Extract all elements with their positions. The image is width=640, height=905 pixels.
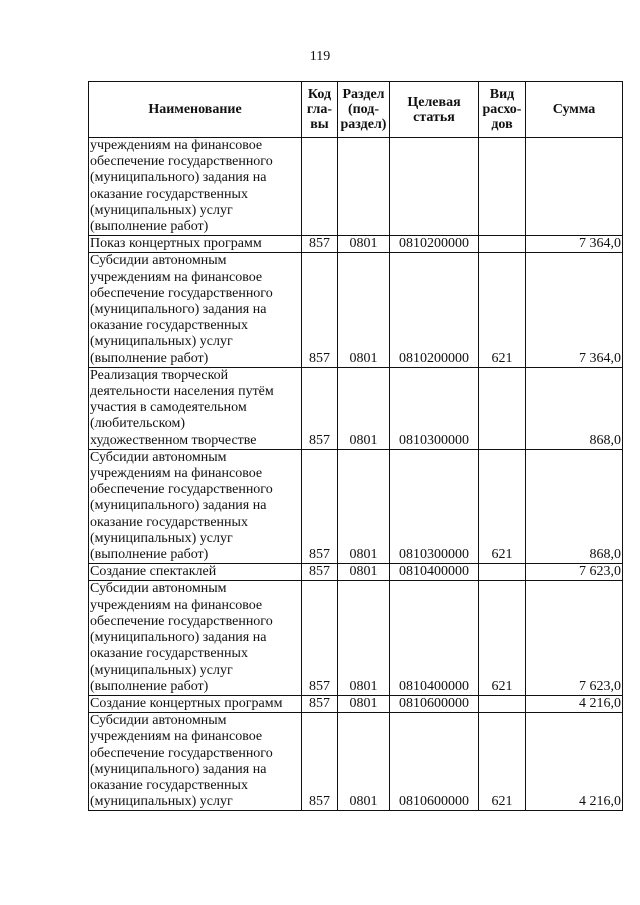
row-section: 0801 bbox=[338, 236, 390, 253]
row-sum: 7 623,0 bbox=[526, 581, 623, 695]
table-row bbox=[89, 564, 623, 581]
row-kind bbox=[479, 564, 526, 581]
row-target: 0810300000 bbox=[390, 367, 479, 449]
row-target: 0810400000 bbox=[390, 564, 479, 581]
budget-table bbox=[88, 81, 623, 811]
row-kind bbox=[479, 236, 526, 253]
row-code: 857 bbox=[302, 564, 338, 581]
row-target: 0810400000 bbox=[390, 581, 479, 695]
table-header-row bbox=[89, 82, 623, 138]
page-number: 119 bbox=[309, 49, 331, 64]
row-target: 0810200000 bbox=[390, 253, 479, 367]
header-section: Раздел (под- раздел) bbox=[338, 82, 390, 138]
header-name: Наименование bbox=[89, 82, 302, 138]
row-section: 0801 bbox=[338, 695, 390, 712]
row-section: 0801 bbox=[338, 581, 390, 695]
row-code: 857 bbox=[302, 367, 338, 449]
row-target bbox=[390, 138, 479, 236]
row-name: Реализация творческой деятельности населения путём участия в самодеятельном (любительском) художественном творчестве bbox=[89, 367, 302, 449]
row-name: Субсидии автономным учреждениям на финансовое обеспечение государственного (муниципального) задания на оказание государственных (муниципальных) услуг (выполнение работ) bbox=[89, 449, 302, 563]
row-code: 857 bbox=[302, 713, 338, 811]
row-code: 857 bbox=[302, 695, 338, 712]
table-row bbox=[89, 367, 623, 449]
header-sum: Сумма bbox=[526, 82, 623, 138]
row-section: 0801 bbox=[338, 449, 390, 563]
row-target: 0810200000 bbox=[390, 236, 479, 253]
row-name: Субсидии автономным учреждениям на финансовое обеспечение государственного (муниципального) задания на оказание государственных (муниципальных) услуг (выполнение работ) bbox=[89, 253, 302, 367]
row-kind: 621 bbox=[479, 449, 526, 563]
row-name: Субсидии автономным учреждениям на финансовое обеспечение государственного (муниципального) задания на оказание государственных (муниципальных) услуг bbox=[89, 713, 302, 811]
row-name: Субсидии автономным учреждениям на финансовое обеспечение государственного (муниципального) задания на оказание государственных (муниципальных) услуг (выполнение работ) bbox=[89, 581, 302, 695]
header-code: Код гла- вы bbox=[302, 82, 338, 138]
row-code: 857 bbox=[302, 253, 338, 367]
table-row bbox=[89, 449, 623, 563]
row-sum bbox=[526, 138, 623, 236]
row-sum: 7 364,0 bbox=[526, 253, 623, 367]
row-code bbox=[302, 138, 338, 236]
row-sum: 868,0 bbox=[526, 367, 623, 449]
row-target: 0810600000 bbox=[390, 695, 479, 712]
row-section bbox=[338, 138, 390, 236]
row-sum: 868,0 bbox=[526, 449, 623, 563]
table-row bbox=[89, 138, 623, 236]
row-code: 857 bbox=[302, 449, 338, 563]
table-row bbox=[89, 236, 623, 253]
row-kind bbox=[479, 367, 526, 449]
row-kind: 621 bbox=[479, 713, 526, 811]
row-name: Создание концертных программ bbox=[89, 695, 302, 712]
row-kind bbox=[479, 695, 526, 712]
row-section: 0801 bbox=[338, 253, 390, 367]
row-kind bbox=[479, 138, 526, 236]
row-sum: 4 216,0 bbox=[526, 713, 623, 811]
row-section: 0801 bbox=[338, 564, 390, 581]
table-row bbox=[89, 695, 623, 712]
row-sum: 7 364,0 bbox=[526, 236, 623, 253]
header-target: Целевая статья bbox=[390, 82, 479, 138]
row-kind: 621 bbox=[479, 581, 526, 695]
table-row bbox=[89, 581, 623, 695]
row-name: Создание спектаклей bbox=[89, 564, 302, 581]
row-sum: 7 623,0 bbox=[526, 564, 623, 581]
row-name: Показ концертных программ bbox=[89, 236, 302, 253]
row-code: 857 bbox=[302, 581, 338, 695]
header-kind: Вид расхо- дов bbox=[479, 82, 526, 138]
row-code: 857 bbox=[302, 236, 338, 253]
row-section: 0801 bbox=[338, 367, 390, 449]
row-section: 0801 bbox=[338, 713, 390, 811]
row-sum: 4 216,0 bbox=[526, 695, 623, 712]
row-target: 0810600000 bbox=[390, 713, 479, 811]
row-name: учреждениям на финансовое обеспечение государственного (муниципального) задания на оказание государственных (муниципальных) услуг (выполнение работ) bbox=[89, 138, 302, 236]
table-row bbox=[89, 253, 623, 367]
row-kind: 621 bbox=[479, 253, 526, 367]
table-row bbox=[89, 713, 623, 811]
row-target: 0810300000 bbox=[390, 449, 479, 563]
